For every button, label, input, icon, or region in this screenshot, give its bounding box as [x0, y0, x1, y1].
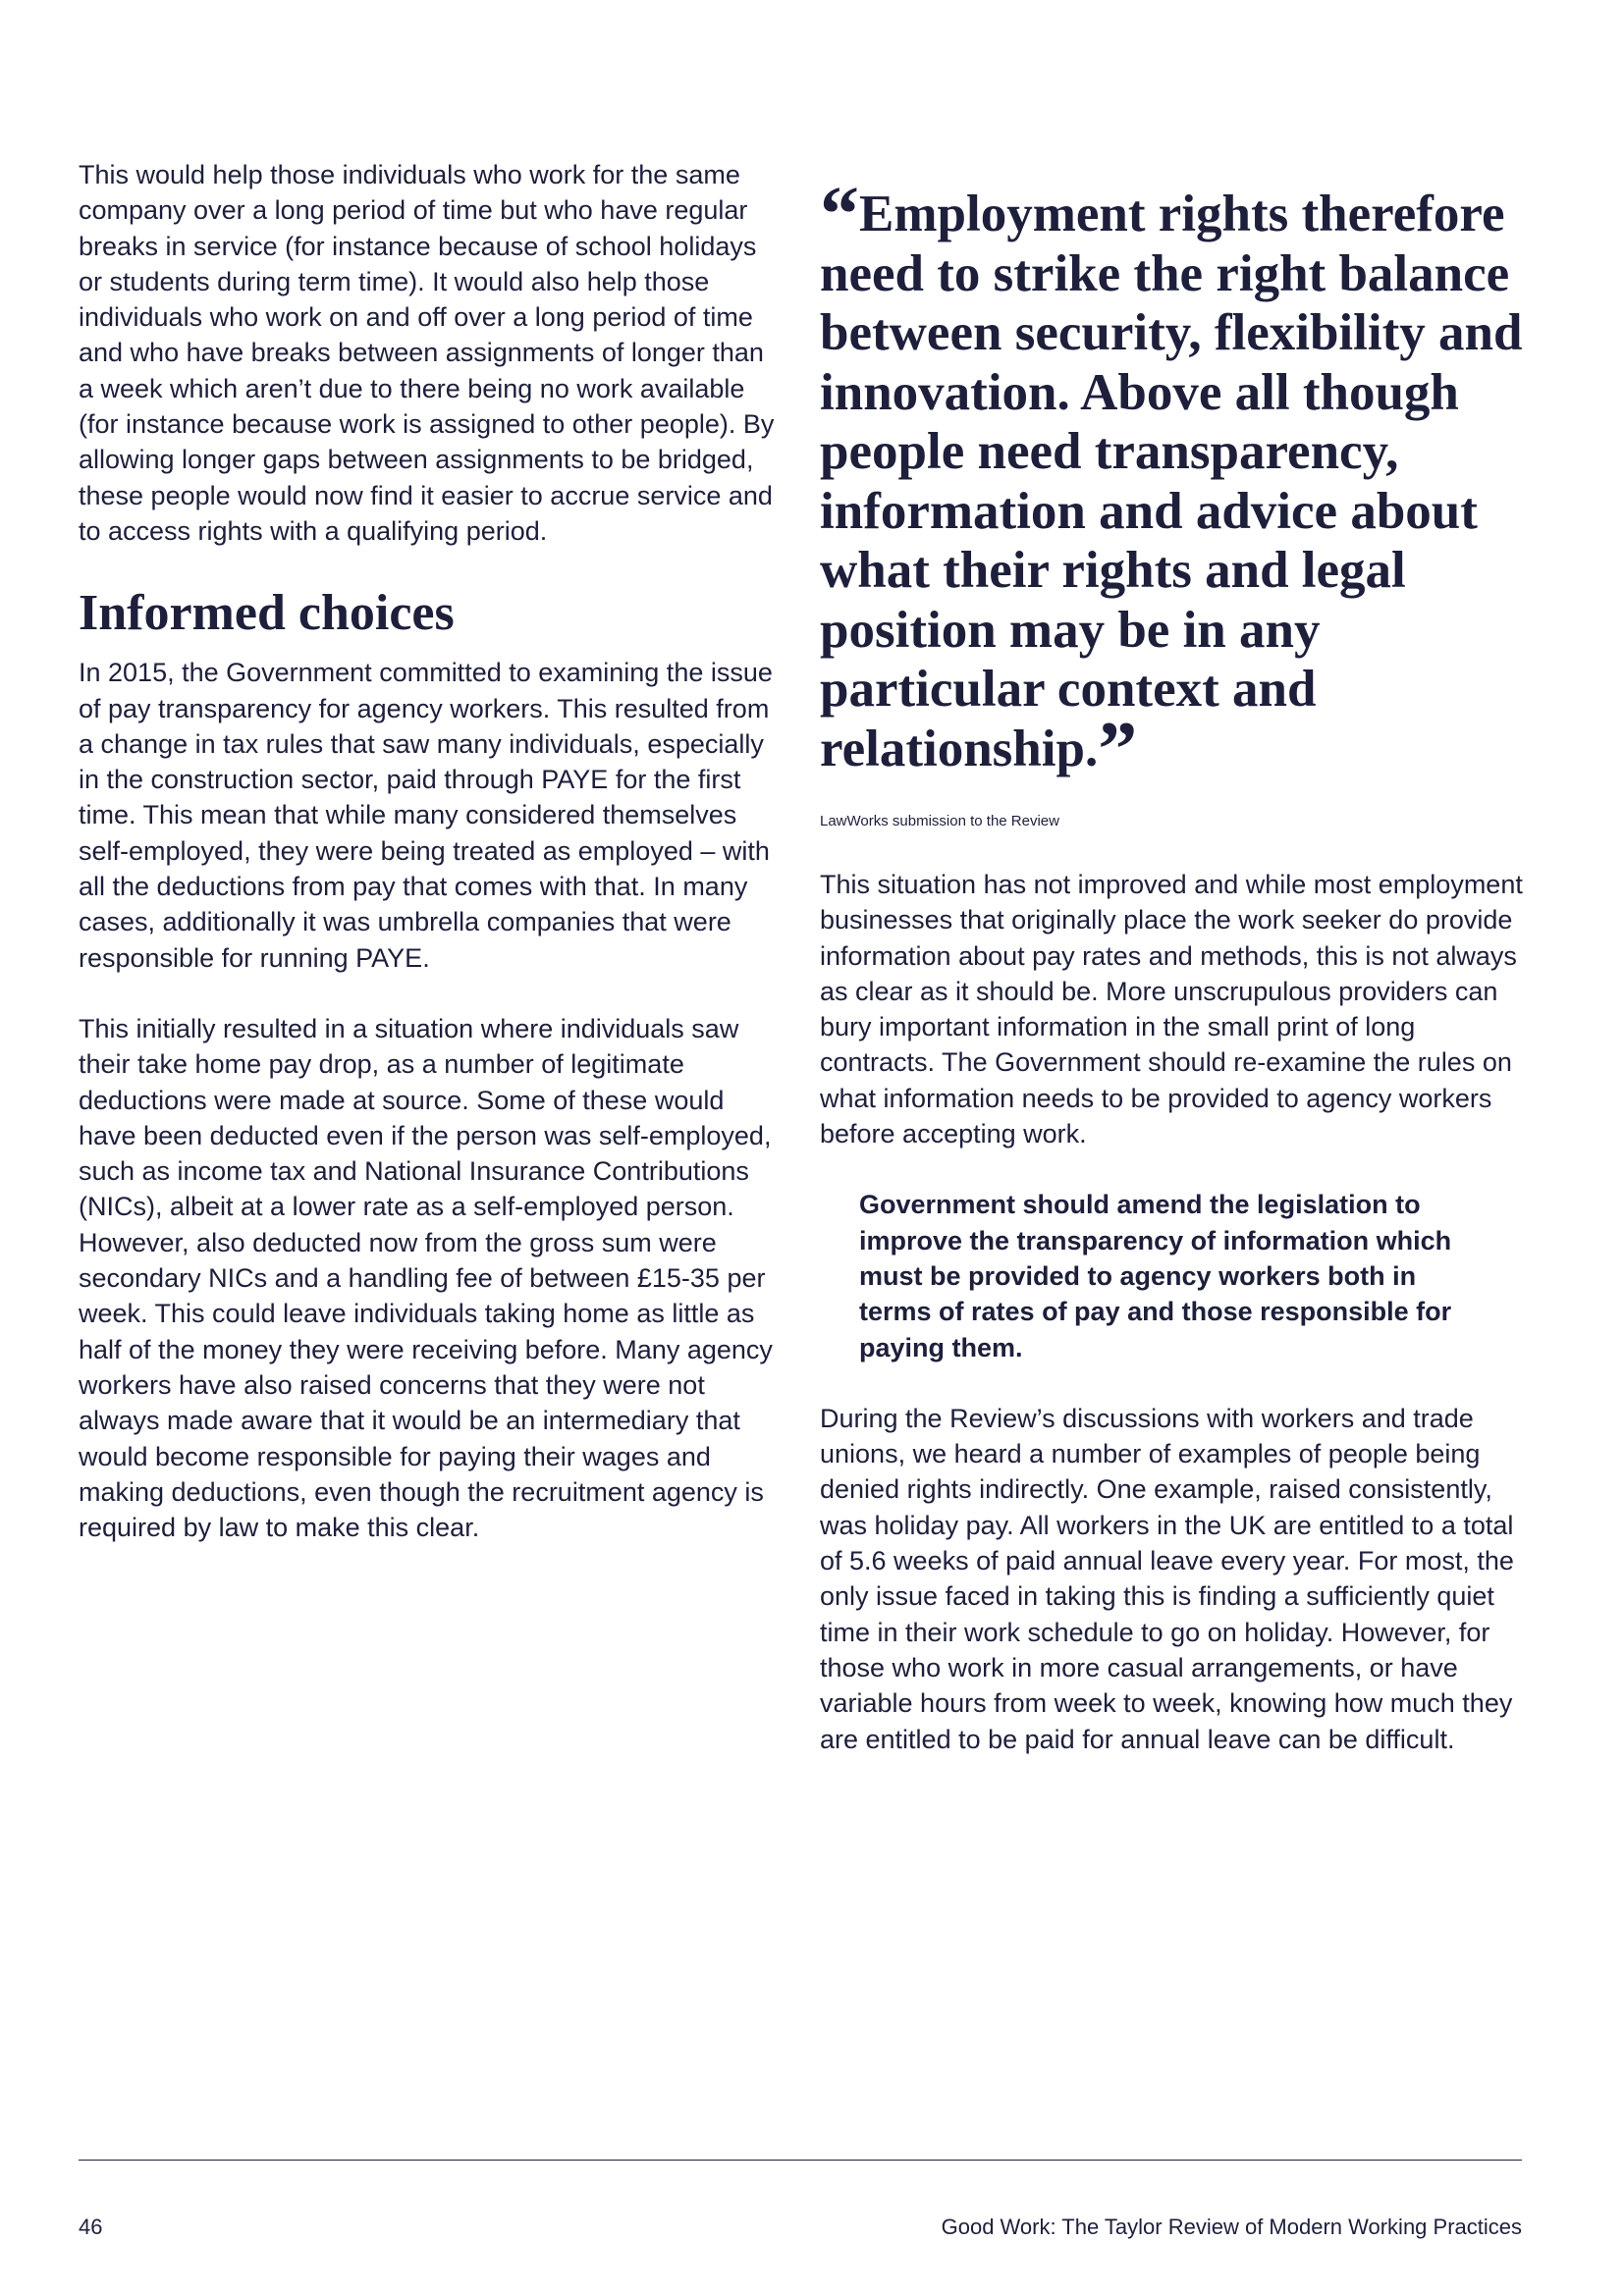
- pay-transparency-paragraph: In 2015, the Government committed to examining the issue of pay transparency for agency workers. This resulted from a change in tax rules that saw many individuals, especially in the construction sector, paid through PAYE for the first time. This mean that while many considered themselves self-employed, they were being treated as employed – with all the deductions from pay that comes with that. In many cases, additionally it was umbrella companies that were responsible for running PAYE.: [79, 658, 773, 973]
- page-number: 46: [79, 2215, 103, 2239]
- section-heading-informed-choices: Informed choices: [79, 585, 455, 642]
- running-title: Good Work: The Taylor Review of Modern Working Practices: [941, 2215, 1522, 2239]
- pull-quote-text: Employment rights therefore need to strike the right balance between security, flexibility and innovation. Above all though people need transparency, information and advice about what their rights and legal position may be in any particular context and relationship.: [820, 186, 1523, 777]
- recommendation-callout: Government should amend the legislation to improve the transparency of information which must be provided to agency workers both in terms of rates of pay and those responsible for paying them.: [859, 1190, 1452, 1362]
- open-quote-mark: “: [820, 172, 859, 258]
- close-quote-mark: ”: [1098, 706, 1138, 793]
- right-column: [820, 172, 1537, 1757]
- pull-quote: [820, 172, 1537, 793]
- quote-attribution: LawWorks submission to the Review: [820, 813, 1059, 829]
- holiday-pay-paragraph: During the Review’s discussions with workers and trade unions, we heard a number of examples of people being denied rights indirectly. One example, raised consistently, was holiday pay. All workers in the UK are entitled to a total of 5.6 weeks of paid annual leave every year. For most, the only issue faced in taking this is finding a sufficiently quiet time in their work schedule to go on holiday. However, for those who work in more casual arrangements, or have variable hours from week to week, knowing how much they are entitled to be paid for annual leave can be difficult.: [820, 1403, 1514, 1754]
- left-column: [79, 157, 785, 1545]
- footer-divider: [79, 2160, 1522, 2161]
- take-home-pay-paragraph: This initially resulted in a situation where individuals saw their take home pay drop, as a number of legitimate deductions were made at source. Some of these would have been deducted even if the person was self-employed, such as income tax and National Insurance Contributions (NICs), albeit at a lower rate as a self-employed person. However, also deducted now from the gross sum were secondary NICs and a handling fee of between £15-35 per week. This could leave individuals taking home as little as half of the money they were receiving before. Many agency workers have also raised concerns that they were not always made aware that it would be an intermediary that would become responsible for paying their wages and making deductions, even though the recruitment agency is required by law to make this clear.: [79, 1013, 773, 1543]
- intro-paragraph: This would help those individuals who work for the same company over a long period of time but who have regular breaks in service (for instance because of school holidays or students during term time). It would also help those individuals who work on and off over a long period of time and who have breaks between assignments of longer than a week which aren’t due to there being no work available (for instance because work is assigned to other people). By allowing longer gaps between assignments to be bridged, these people would now find it easier to accrue service and to access rights with a qualifying period.: [79, 160, 775, 546]
- situation-paragraph: This situation has not improved and while most employment businesses that originally place the work seeker do provide information about pay rates and methods, this is not always as clear as it should be. More unscrupulous providers can bury important information in the small print of long contracts. The Government should re-examine the rules on what information needs to be provided to agency workers before accepting work.: [820, 870, 1523, 1149]
